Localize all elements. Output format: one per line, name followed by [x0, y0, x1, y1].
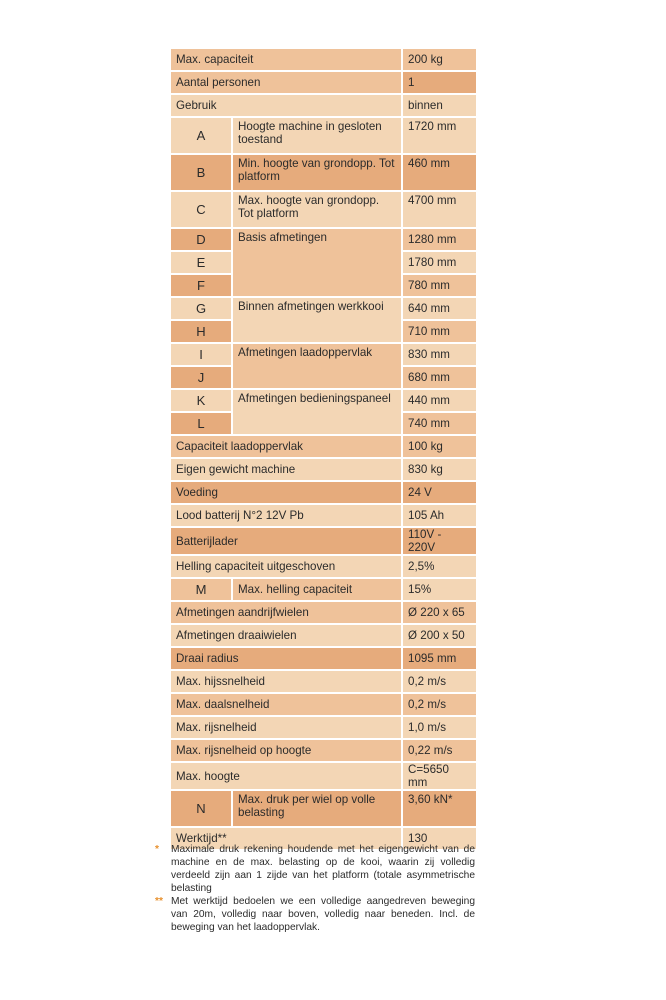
- footnote-double-asterisk: **: [155, 896, 163, 907]
- row-G: [171, 298, 476, 319]
- label-daalsnelheid: Max. daalsnelheid: [171, 694, 403, 715]
- label-voeding: Voeding: [171, 482, 403, 503]
- value-rijsnelheid: 1,0 m/s: [403, 717, 476, 738]
- value-lood-batterij: 105 Ah: [403, 505, 476, 526]
- code-K: K: [171, 390, 233, 411]
- value-werktijd: 130: [403, 828, 476, 849]
- label-rijsnelheid: Max. rijsnelheid: [171, 717, 403, 738]
- value-capaciteit-laadoppervlak: 100 kg: [403, 436, 476, 457]
- label-werktijd: Werktijd**: [171, 828, 403, 849]
- label-hijssnelheid: Max. hijssnelheid: [171, 671, 403, 692]
- row-batterijlader: [171, 528, 476, 554]
- row-rijsnelheid: [171, 717, 476, 738]
- code-A: A: [171, 118, 233, 153]
- value-aandrijfwielen: Ø 220 x 65: [403, 602, 476, 623]
- value-max-hoogte: C=5650 mm: [403, 763, 476, 789]
- label-gebruik: Gebruik: [171, 95, 403, 116]
- row-rijsnelheid-hoogte: [171, 740, 476, 761]
- code-C: C: [171, 192, 233, 227]
- label-max-capaciteit: Max. capaciteit: [171, 49, 403, 70]
- footnote-asterisk: *: [155, 844, 159, 855]
- code-L: L: [171, 413, 233, 434]
- code-D: D: [171, 229, 233, 250]
- code-H: H: [171, 321, 233, 342]
- row-capaciteit-laadoppervlak: [171, 436, 476, 457]
- row-helling-uitgeschoven: [171, 556, 476, 577]
- desc-C: Max. hoogte van grondopp. Tot platform: [233, 192, 403, 227]
- label-aandrijfwielen: Afmetingen aandrijfwielen: [171, 602, 403, 623]
- row-A: [171, 118, 476, 153]
- label-capaciteit-laadoppervlak: Capaciteit laadoppervlak: [171, 436, 403, 457]
- desc-M: Max. helling capaciteit: [233, 579, 403, 600]
- value-F: 780 mm: [403, 275, 476, 296]
- value-draai-radius: 1095 mm: [403, 648, 476, 669]
- row-B: [171, 155, 476, 190]
- desc-B: Min. hoogte van grondopp. Tot platform: [233, 155, 403, 190]
- code-J: J: [171, 367, 233, 388]
- desc-A: Hoogte machine in gesloten toestand: [233, 118, 403, 153]
- footnote-1-text: Maximale druk rekening houdende met het eigengewicht van de machine en de max. belasting op de kooi, waarin zij volledig verdeeld zijn aan 1 zijde van het platform (totale asymmetrische belasting: [171, 844, 475, 894]
- desc-laadoppervlak: Afmetingen laadoppervlak: [233, 344, 403, 388]
- value-A: 1720 mm: [403, 118, 476, 153]
- row-D: [171, 229, 476, 250]
- label-batterijlader: Batterijlader: [171, 528, 403, 554]
- label-aantal-personen: Aantal personen: [171, 72, 403, 93]
- row-aandrijfwielen: [171, 602, 476, 623]
- row-N: [171, 791, 476, 826]
- value-M: 15%: [403, 579, 476, 600]
- row-eigen-gewicht: [171, 459, 476, 480]
- label-draaiwielen: Afmetingen draaiwielen: [171, 625, 403, 646]
- desc-werkkooi: Binnen afmetingen werkkooi: [233, 298, 403, 342]
- value-B: 460 mm: [403, 155, 476, 190]
- row-C: [171, 192, 476, 227]
- desc-basis-afmetingen: Basis afmetingen: [233, 229, 403, 296]
- row-hijssnelheid: [171, 671, 476, 692]
- value-eigen-gewicht: 830 kg: [403, 459, 476, 480]
- code-F: F: [171, 275, 233, 296]
- label-lood-batterij: Lood batterij N°2 12V Pb: [171, 505, 403, 526]
- label-helling-uitgeschoven: Helling capaciteit uitgeschoven: [171, 556, 403, 577]
- value-batterijlader: 110V - 220V: [403, 528, 476, 554]
- code-M: M: [171, 579, 233, 600]
- row-aantal-personen: [171, 72, 476, 93]
- desc-N: Max. druk per wiel op volle belasting: [233, 791, 403, 826]
- row-draaiwielen: [171, 625, 476, 646]
- value-K: 440 mm: [403, 390, 476, 411]
- value-rijsnelheid-hoogte: 0,22 m/s: [403, 740, 476, 761]
- row-daalsnelheid: [171, 694, 476, 715]
- code-E: E: [171, 252, 233, 273]
- code-G: G: [171, 298, 233, 319]
- label-eigen-gewicht: Eigen gewicht machine: [171, 459, 403, 480]
- value-N: 3,60 kN*: [403, 791, 476, 826]
- value-helling-uitgeschoven: 2,5%: [403, 556, 476, 577]
- value-D: 1280 mm: [403, 229, 476, 250]
- footnote-1: [155, 843, 475, 895]
- value-J: 680 mm: [403, 367, 476, 388]
- row-max-capaciteit: [171, 49, 476, 70]
- value-E: 1780 mm: [403, 252, 476, 273]
- value-H: 710 mm: [403, 321, 476, 342]
- row-lood-batterij: [171, 505, 476, 526]
- footnote-2-text: Met werktijd bedoelen we een volledige aangedreven beweging van 20m, volledig naar boven, volledig naar beneden. Incl. de beweging van het laadoppervlak.: [171, 896, 475, 933]
- row-M: [171, 579, 476, 600]
- code-N: N: [171, 791, 233, 826]
- value-L: 740 mm: [403, 413, 476, 434]
- value-draaiwielen: Ø 200 x 50: [403, 625, 476, 646]
- row-I: [171, 344, 476, 365]
- value-gebruik: binnen: [403, 95, 476, 116]
- row-max-hoogte: [171, 763, 476, 789]
- value-max-capaciteit: 200 kg: [403, 49, 476, 70]
- code-B: B: [171, 155, 233, 190]
- value-aantal-personen: 1: [403, 72, 476, 93]
- row-K: [171, 390, 476, 411]
- value-I: 830 mm: [403, 344, 476, 365]
- label-rijsnelheid-hoogte: Max. rijsnelheid op hoogte: [171, 740, 403, 761]
- row-gebruik: [171, 95, 476, 116]
- value-G: 640 mm: [403, 298, 476, 319]
- row-draai-radius: [171, 648, 476, 669]
- desc-bedieningspaneel: Afmetingen bedieningspaneel: [233, 390, 403, 434]
- footnotes: [155, 843, 475, 934]
- value-C: 4700 mm: [403, 192, 476, 227]
- specifications-table: [171, 47, 476, 851]
- code-I: I: [171, 344, 233, 365]
- value-hijssnelheid: 0,2 m/s: [403, 671, 476, 692]
- footnote-2: [155, 895, 475, 934]
- label-max-hoogte: Max. hoogte: [171, 763, 403, 789]
- label-draai-radius: Draai radius: [171, 648, 403, 669]
- row-voeding: [171, 482, 476, 503]
- value-voeding: 24 V: [403, 482, 476, 503]
- value-daalsnelheid: 0,2 m/s: [403, 694, 476, 715]
